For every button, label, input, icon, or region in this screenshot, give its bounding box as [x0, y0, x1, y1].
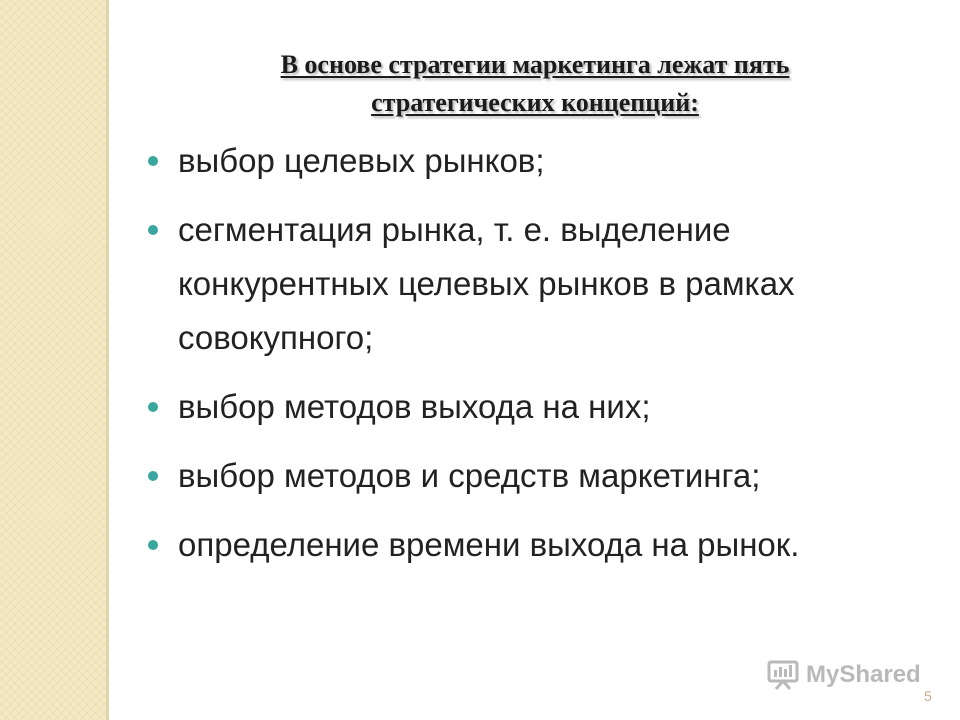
presentation-screen-icon [766, 658, 800, 692]
bullet-text: выбор методов и средств маркетинга; [178, 457, 761, 494]
bullet-text: выбор целевых рынков; [178, 142, 545, 179]
bullet-dot-icon [148, 225, 158, 235]
bullet-item [148, 380, 928, 434]
bullet-dot-icon [148, 471, 158, 481]
slide-title [150, 46, 920, 122]
bullet-list [148, 134, 928, 587]
bullet-dot-icon [148, 156, 158, 166]
bullet-dot-icon [148, 402, 158, 412]
bullet-item [148, 518, 928, 572]
bullet-dot-icon [148, 540, 158, 550]
myshared-watermark [766, 655, 921, 695]
watermark-text: MyShared [806, 661, 921, 688]
bullet-text: выбор методов выхода на них; [178, 388, 651, 425]
side-band-edge [106, 0, 109, 720]
bullet-item [148, 203, 928, 365]
title-line-2: стратегических концепций: [371, 88, 699, 117]
bullet-item [148, 449, 928, 503]
page-number: 5 [924, 688, 932, 704]
bullet-item [148, 134, 928, 188]
bullet-text: сегментация рынка, т. е. выделение конкурентных целевых рынков в рамках совокупного; [178, 211, 795, 356]
title-line-1: В основе стратегии маркетинга лежат пять [280, 50, 790, 79]
bullet-text: определение времени выхода на рынок. [178, 526, 800, 563]
decorative-side-band [0, 0, 106, 720]
